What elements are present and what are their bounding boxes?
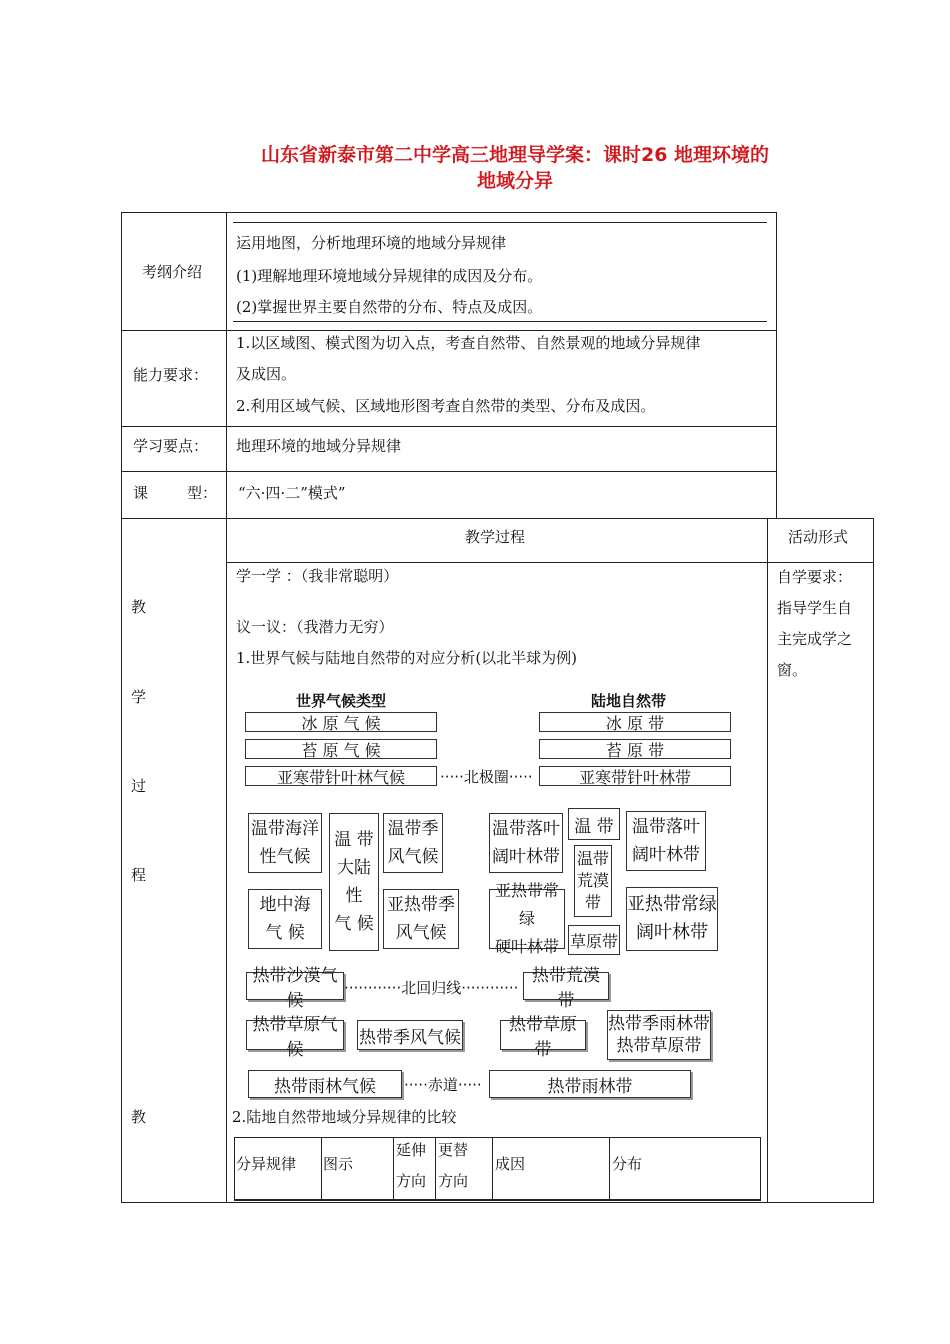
kaogang-line2: (1)理解地理环境地域分异规律的成因及分布。 <box>236 267 543 285</box>
subtable-border <box>492 1137 493 1200</box>
table-border <box>121 330 777 331</box>
box-line: 温带海洋 <box>251 819 319 839</box>
box-line: 温带落叶 <box>632 817 700 837</box>
page-title-line2: 地域分异 <box>476 170 553 192</box>
temp-continental-climate-box <box>329 813 379 951</box>
subtable-border <box>760 1137 761 1200</box>
mediterranean-climate-box <box>248 889 322 949</box>
table-border <box>776 212 777 518</box>
nengli-line1: 1.以区域图、模式图为切入点，考查自然带、自然景观的地域分异规律 <box>236 334 701 352</box>
table-border <box>121 518 874 519</box>
kaogang-line3: (2)掌握世界主要自然带的分布、特点及成因。 <box>236 298 543 316</box>
label-kaogang: 考纲介绍 <box>142 263 203 281</box>
taiga-zone-box: 亚寒带针叶林带 <box>539 766 731 786</box>
rainforest-climate-box: 热带雨林气候 <box>248 1070 402 1098</box>
subtable-border <box>234 1137 235 1200</box>
table-border <box>767 518 768 1202</box>
steppe-zone-box: 草原带 <box>568 925 620 955</box>
ice-climate-box: 冰 原 气 候 <box>245 712 437 732</box>
temp-deciduous-zone-right-box <box>626 811 706 871</box>
box-line: 阔叶林带 <box>636 922 708 943</box>
zone-header: 陆地自然带 <box>591 692 667 710</box>
ice-zone-box: 冰 原 带 <box>539 712 731 732</box>
subtable-border <box>234 1199 761 1201</box>
table-border <box>121 1202 874 1203</box>
temp-deciduous-zone-left-box <box>489 813 563 873</box>
box-line: 温带 <box>576 849 609 868</box>
tropic-label: ············北回归线············ <box>344 979 519 997</box>
climate-header: 世界气候类型 <box>296 692 387 710</box>
box-line: 性气候 <box>259 847 311 867</box>
item1: 1.世界气候与陆地自然带的对应分析(以北半球为例) <box>236 649 578 667</box>
activity-line: 窗。 <box>777 661 808 679</box>
col-header: 更替 <box>438 1141 469 1159</box>
label-nengli: 能力要求： <box>133 366 209 384</box>
savanna-zone-box: 热带草原带 <box>500 1020 586 1050</box>
header-activity: 活动形式 <box>788 528 849 546</box>
table-border <box>121 212 122 1202</box>
temp-zone-top-box: 温 带 <box>568 808 620 840</box>
table-border <box>226 562 874 563</box>
box-line: 风气候 <box>395 923 447 943</box>
tundra-zone-box: 苔 原 带 <box>539 739 731 759</box>
subtable-border <box>234 1137 761 1138</box>
col-header: 延伸 <box>396 1141 427 1159</box>
box-line: 亚热带季 <box>387 895 455 915</box>
box-line: 气 候 <box>334 914 374 934</box>
box-line: 阔叶林带 <box>632 845 700 865</box>
box-line: 风气候 <box>387 847 439 867</box>
table-border <box>121 471 777 472</box>
tundra-climate-box: 苔 原 气 候 <box>245 739 437 759</box>
box-line: 阔叶林带 <box>492 847 560 867</box>
tropical-desert-climate-box: 热带沙漠气候 <box>246 972 344 1000</box>
col-header: 分异规律 <box>236 1155 297 1173</box>
subtable-border <box>321 1137 322 1200</box>
box-line: 温 带 <box>334 830 374 850</box>
activity-line: 指导学生自 <box>777 599 853 617</box>
table-border <box>226 212 227 1202</box>
subtropical-monsoon-climate-box <box>383 889 459 949</box>
box-line: 热带草原带 <box>616 1036 702 1056</box>
box-line: 地中海 <box>259 895 311 915</box>
label-yaodian: 学习要点： <box>133 437 209 455</box>
table-border <box>121 426 777 427</box>
box-line: 硬叶林带 <box>494 937 559 956</box>
box-line: 大陆性 <box>337 858 371 906</box>
subtable-border <box>435 1137 436 1200</box>
col-header: 图示 <box>323 1155 354 1173</box>
box-line: 亚热带常绿 <box>627 894 717 915</box>
col-header: 成因 <box>495 1155 526 1173</box>
col-header: 方向 <box>396 1172 427 1190</box>
page-title: 山东省新泰市第二中学高三地理导学案：课时26 地理环境的 <box>260 144 770 166</box>
subarctic-climate-box: 亚寒带针叶林气候 <box>245 766 437 786</box>
kexing-text: “六·四·二”模式” <box>238 484 346 502</box>
table-border <box>873 518 874 1202</box>
subtable-border <box>393 1137 394 1200</box>
label-kexing-a: 课 <box>133 484 149 502</box>
line-xue: 学一学 ：（我非常聪明） <box>236 567 399 585</box>
rainforest-zone-box: 热带雨林带 <box>489 1070 691 1098</box>
side-char: 教 <box>131 1108 147 1126</box>
side-char: 教 <box>131 598 147 616</box>
activity-line: 自学要求： <box>777 568 853 586</box>
tropical-monsoon-climate-box: 热带季风气候 <box>357 1020 463 1050</box>
item2: 2.陆地自然带地域分异规律的比较 <box>232 1108 457 1126</box>
nengli-line2: 及成因。 <box>236 365 297 383</box>
arctic-circle-label: ·····北极圈····· <box>440 768 533 786</box>
monsoon-forest-zone-box <box>607 1010 711 1060</box>
savanna-climate-box: 热带草原气候 <box>246 1020 344 1050</box>
nengli-line3: 2.利用区域气候、区域地形图考查自然带的类型、分布及成因。 <box>236 397 656 415</box>
col-header: 分布 <box>612 1155 643 1173</box>
tropical-desert-zone-box: 热带荒漠带 <box>523 972 609 1000</box>
subtable-border <box>609 1137 610 1200</box>
box-line: 温带落叶 <box>492 819 560 839</box>
equator-label: ·····赤道····· <box>404 1076 482 1094</box>
side-char: 程 <box>131 866 147 884</box>
box-line: 带 <box>584 893 601 912</box>
yaodian-text: 地理环境的地域分异规律 <box>236 437 402 455</box>
col-header: 方向 <box>438 1172 469 1190</box>
kaogang-line1: 运用地图，分析地理环境的地域分异规律 <box>236 234 507 252</box>
box-line: 热带季雨林带 <box>608 1014 710 1034</box>
header-process: 教学过程 <box>465 528 526 546</box>
box-line: 亚热带常绿 <box>494 881 559 928</box>
temp-marine-climate-box <box>248 813 322 873</box>
label-kexing-b: 型： <box>187 484 218 502</box>
box-line: 荒漠 <box>576 871 609 890</box>
side-char: 学 <box>131 688 147 706</box>
divider <box>233 321 767 322</box>
line-yi: 议一议：（我潜力无穷） <box>236 618 394 636</box>
temp-monsoon-climate-box <box>383 813 443 873</box>
activity-line: 主完成学之 <box>777 630 853 648</box>
table-border <box>121 212 777 213</box>
temp-desert-zone-box <box>574 845 612 917</box>
sclerophyll-zone-box <box>489 881 565 956</box>
box-line: 温带季 <box>387 819 439 839</box>
box-line: 气 候 <box>265 923 305 943</box>
divider <box>233 222 767 223</box>
evergreen-broadleaf-zone-box <box>626 887 718 951</box>
side-char: 过 <box>131 777 147 795</box>
